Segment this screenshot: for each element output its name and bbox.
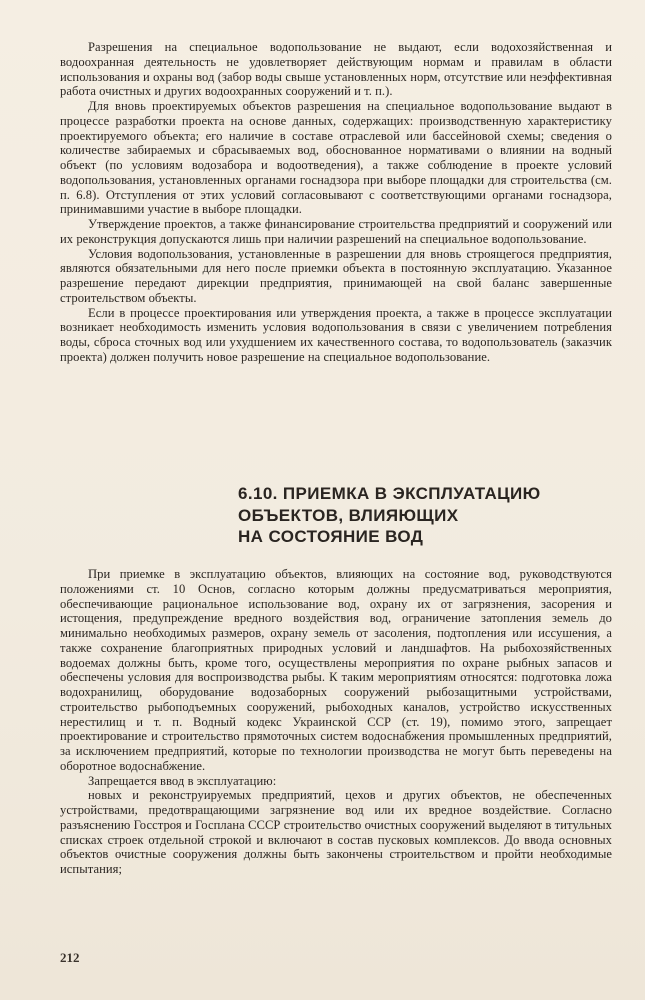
paragraph: Разрешения на специальное водопользование не выдают, если водохозяйственная и водоохранная деятельность не удовлетворяет действующим нормам и правилам в области использования и охраны вод (забор воды свыше установленных норм, отсутствие или неэффективная работа очистных и других водоохранных сооружений и т. п.). — [60, 40, 612, 99]
paragraph: Условия водопользования, установленные в разрешении для вновь строящегося предприятия, являются обязательными для него после приемки объекта в постоянную эксплуатацию. Указанное разрешение передают дирекции предприятия, принимающей на свой баланс завершенные строительством объекты. — [60, 246, 612, 305]
page-number: 212 — [60, 950, 80, 965]
section-heading-line: 6.10. ПРИЕМКА В ЭКСПЛУАТАЦИЮ — [238, 484, 541, 503]
paragraph: Запрещается ввод в эксплуатацию: — [88, 773, 277, 788]
paragraph: Для вновь проектируемых объектов разрешения на специальное водопользование выдают в процессе разработки проекта на основе данных, содержащих: производственную характеристику проектируемого объекта; его наличие в составе отраслевой или бассейновой схемы; сведения о количестве забираемых и сбрасываемых вод, обоснованное нормативами о влиянии на водный объект (по условиям водозабора и водоотведения), а также соблюдение в проекте условий водопользования, установленных органами госнадзора при выборе площадки для строительства (см. п. 6.8). Отступления от этих условий согласовывают с соответствующими органами госнадзора, принимавшими участие в выборе площадки. — [60, 99, 612, 217]
section-heading-line: ОБЪЕКТОВ, ВЛИЯЮЩИХ — [238, 505, 459, 525]
section-heading — [238, 483, 578, 548]
paragraph: Утверждение проектов, а также финансирование строительства предприятий и сооружений или их реконструкция допускаются лишь при наличии разрешений на специальное водопользование. — [60, 217, 612, 246]
text-block-top — [60, 40, 612, 365]
section-heading-line: НА СОСТОЯНИЕ ВОД — [238, 527, 424, 546]
paragraph: При приемке в эксплуатацию объектов, влияющих на состояние вод, руководствуются положениями ст. 10 Основ, согласно которым должны предусматриваться мероприятия, обеспечивающие рациональное использование вод, охрану их от загрязнения, засорения и истощения, предупреждение вредного воздействия вод, ограничение затопления земель до минимально необходимых размеров, охрану земель от засоления, подтопления или иссушения, а также сохранение благоприятных природных условий и ландшафтов. На рыбохозяйственных водоемах должны быть, кроме того, осуществлены мероприятия по охране рыбных запасов и обеспечены условия для воспроизводства рыбы. К таким мероприятиям относятся: подготовка ложа водохранилищ, оборудование водозаборных сооружений рыбозащитными устройствами, строительство рыбоподъемных сооружений, рыбоходных каналов, устройство искусственных нерестилищ и т. п. Водный кодекс Украинской ССР (ст. 19), помимо этого, запрещает проектирование и строительство прямоточных систем водоснабжения промышленных предприятий, за исключением предприятий, которые по технологии производства не могут быть переведены на оборотное водоснабжение. — [60, 567, 612, 773]
paragraph: Если в процессе проектирования или утверждения проекта, а также в процессе эксплуатации возникает необходимость изменить условия водопользования в связи с увеличением потребления воды, сброса сточных вод или ухудшением их качественного состава, то водопользователь (заказчик проекта) должен получить новое разрешение на специальное водопользование. — [60, 305, 612, 364]
paragraph: новых и реконструируемых предприятий, цехов и других объектов, не обеспеченных устройствами, предотвращающими загрязнение вод или их вредное воздействие. Согласно разъяснению Госстроя и Госплана СССР строительство очистных сооружений выделяют в титульных списках строек отдельной строкой и включают в состав пусковых комплексов. До ввода основных объектов очистные сооружения должны быть закончены строительством и пройти необходимые испытания; — [60, 788, 612, 876]
text-block-bottom — [60, 567, 612, 877]
